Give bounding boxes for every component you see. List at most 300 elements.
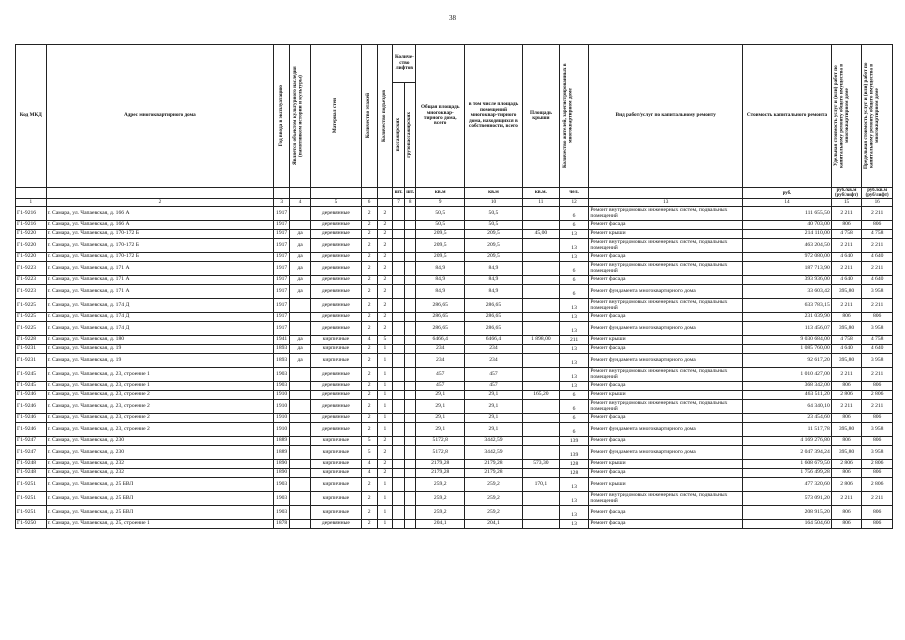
cell-address: г. Самара, ул. Чапаевская, д. 171 А [46, 262, 274, 276]
cell-year: 1917 [274, 230, 290, 239]
unit-cell [311, 188, 362, 199]
column-number: 14 [743, 199, 832, 207]
cell-unit-cost: 2 211 [831, 239, 862, 253]
cell-lifts-cargo [404, 423, 416, 437]
column-number: 1 [16, 199, 47, 207]
cell-area: 209,5 [416, 239, 464, 253]
cell-cost: 463 511,20 [743, 391, 832, 400]
cell-unit-cost: 806 [831, 520, 862, 529]
table-row [16, 437, 893, 446]
cell-year: 1893 [274, 345, 290, 354]
cell-area: 5172,8 [416, 437, 464, 446]
cell-roof [522, 423, 559, 437]
cell-floors: 5 [361, 446, 377, 460]
cell-year: 1910 [274, 414, 290, 423]
cell-floors: 2 [361, 276, 377, 285]
cell-cost: 187 713,90 [743, 262, 832, 276]
cell-roof [522, 345, 559, 354]
cell-lifts-cargo [404, 207, 416, 221]
cell-work: Ремонт крыши [589, 391, 743, 400]
cell-cost: 1 608 679,50 [743, 460, 832, 469]
cell-lifts-cargo [404, 322, 416, 336]
cell-limit-cost: 3 958 [862, 423, 893, 437]
cell-year: 1917 [274, 313, 290, 322]
header-wall: Материал стен [332, 98, 339, 134]
cell-heritage: да [290, 345, 311, 354]
cell-year: 1903 [274, 368, 290, 382]
cell-heritage: да [290, 262, 311, 276]
cell-work: Ремонт внутридомовых инженерных систем, подвальных помещений [589, 239, 743, 253]
cell-year: 1903 [274, 492, 290, 506]
cell-lifts-cargo [404, 262, 416, 276]
cell-owned: 84,9 [464, 276, 522, 285]
cell-floors: 4 [361, 336, 377, 345]
cell-address: г. Самара, ул. Чапаевская, д. 174 Д [46, 299, 274, 313]
cell-address: г. Самара, ул. Чапаевская, д. 23, строение 2 [46, 391, 274, 400]
cell-roof [522, 239, 559, 253]
cell-work: Ремонт фасада [589, 382, 743, 391]
cell-area: 50,5 [416, 221, 464, 230]
cell-roof: 165,20 [522, 391, 559, 400]
cell-entrances: 1 [377, 391, 393, 400]
cell-cost: 368 342,00 [743, 382, 832, 391]
cell-heritage [290, 478, 311, 492]
header-floors: Количество этажей [365, 93, 372, 139]
cell-unit-cost: 4 758 [831, 336, 862, 345]
column-number: 7 [393, 199, 405, 207]
cell-area: 457 [416, 382, 464, 391]
cell-address: г. Самара, ул. Чапаевская, д. 174 Д [46, 322, 274, 336]
repair-table [15, 44, 893, 529]
cell-cost: 573 091,20 [743, 492, 832, 506]
cell-unit-cost: 2 211 [831, 492, 862, 506]
cell-lifts-cargo [404, 285, 416, 299]
header-code: Код МКД [16, 45, 47, 188]
cell-wall: деревянные [311, 391, 362, 400]
cell-unit-cost: 2 211 [831, 400, 862, 414]
cell-residents: 13 [559, 322, 589, 336]
cell-area: 2179,28 [416, 469, 464, 478]
cell-wall: деревянные [311, 285, 362, 299]
cell-entrances: 2 [377, 276, 393, 285]
cell-area: 29,1 [416, 414, 464, 423]
cell-year: 1917 [274, 221, 290, 230]
cell-heritage [290, 446, 311, 460]
cell-code: Г1-9228 [16, 336, 47, 345]
cell-unit-cost: 2 806 [831, 391, 862, 400]
cell-owned: 259,2 [464, 492, 522, 506]
cell-address: г. Самара, ул. Чапаевская, д. 171 А [46, 276, 274, 285]
cell-cost: 113 456,07 [743, 322, 832, 336]
cell-area: 2179,28 [416, 460, 464, 469]
cell-limit-cost: 4 640 [862, 253, 893, 262]
cell-work: Ремонт фасада [589, 506, 743, 520]
cell-limit-cost: 806 [862, 221, 893, 230]
cell-heritage [290, 423, 311, 437]
cell-heritage: да [290, 336, 311, 345]
header-residents: Количество жителей, зарегистрированных в многоквартирном доме [562, 63, 574, 169]
cell-cost: 11 517,78 [743, 423, 832, 437]
cell-entrances: 2 [377, 207, 393, 221]
cell-work: Ремонт фундамента многоквартирного дома [589, 322, 743, 336]
cell-heritage [290, 400, 311, 414]
table-row [16, 520, 893, 529]
cell-owned: 457 [464, 382, 522, 391]
cell-wall: деревянные [311, 299, 362, 313]
cell-code: Г1-9216 [16, 221, 47, 230]
cell-cost: 1 756 499,28 [743, 469, 832, 478]
cell-owned: 29,1 [464, 400, 522, 414]
table-row [16, 322, 893, 336]
cell-code: Г1-9247 [16, 446, 47, 460]
header-unit-cost: Удельная стоимость услуг и (или) работ по капитальному ремонту общего имущества в многоквартирном доме [832, 63, 850, 169]
unit-cell [361, 188, 377, 199]
cell-unit-cost: 806 [831, 382, 862, 391]
cell-roof [522, 285, 559, 299]
cell-area: 84,9 [416, 276, 464, 285]
cell-address: г. Самара, ул. Чапаевская, д. 25, строение 1 [46, 520, 274, 529]
cell-residents: 6 [559, 276, 589, 285]
cell-area: 259,2 [416, 492, 464, 506]
unit-cell: кв.м [416, 188, 464, 199]
unit-cell: шт. [404, 188, 416, 199]
cell-code: Г1-9231 [16, 345, 47, 354]
cell-address: г. Самара, ул. Чапаевская, д. 174 Д [46, 313, 274, 322]
cell-wall: кирпичные [311, 492, 362, 506]
cell-entrances: 2 [377, 230, 393, 239]
cell-lifts-pass [393, 391, 405, 400]
cell-roof [522, 469, 559, 478]
cell-cost: 463 204,50 [743, 239, 832, 253]
cell-lifts-cargo [404, 253, 416, 262]
cell-limit-cost: 2 211 [862, 368, 893, 382]
cell-entrances: 1 [377, 354, 393, 368]
cell-cost: 2 047 394,24 [743, 446, 832, 460]
cell-work: Ремонт фасада [589, 276, 743, 285]
cell-limit-cost: 806 [862, 506, 893, 520]
cell-unit-cost: 806 [831, 506, 862, 520]
cell-lifts-pass [393, 520, 405, 529]
cell-heritage [290, 506, 311, 520]
cell-code: Г1-9248 [16, 460, 47, 469]
cell-unit-cost: 4 640 [831, 276, 862, 285]
cell-area: 50,5 [416, 207, 464, 221]
cell-year: 1910 [274, 400, 290, 414]
cell-area: 29,1 [416, 423, 464, 437]
cell-cost: 9 030 684,00 [743, 336, 832, 345]
cell-roof [522, 207, 559, 221]
cell-residents: 13 [559, 368, 589, 382]
cell-floors: 2 [361, 221, 377, 230]
cell-heritage [290, 313, 311, 322]
cell-code: Г1-9251 [16, 506, 47, 520]
cell-year: 1903 [274, 478, 290, 492]
cell-area: 204,1 [416, 520, 464, 529]
unit-cell: руб. [743, 188, 832, 199]
cell-code: Г1-9220 [16, 230, 47, 239]
cell-residents: 128 [559, 469, 589, 478]
cell-owned: 2179,28 [464, 469, 522, 478]
cell-area: 84,9 [416, 285, 464, 299]
cell-roof [522, 262, 559, 276]
cell-residents: 6 [559, 207, 589, 221]
cell-owned: 84,9 [464, 262, 522, 276]
cell-cost: 92 617,20 [743, 354, 832, 368]
cell-wall: кирпичные [311, 469, 362, 478]
cell-lifts-pass [393, 345, 405, 354]
cell-year: 1889 [274, 446, 290, 460]
cell-work: Ремонт фасада [589, 414, 743, 423]
cell-entrances: 1 [377, 506, 393, 520]
cell-residents: 13 [559, 478, 589, 492]
cell-lifts-pass [393, 400, 405, 414]
cell-code: Г1-9231 [16, 354, 47, 368]
cell-residents: 13 [559, 230, 589, 239]
cell-residents: 13 [559, 313, 589, 322]
cell-unit-cost: 2 211 [831, 368, 862, 382]
cell-unit-cost: 806 [831, 414, 862, 423]
cell-wall: деревянные [311, 221, 362, 230]
cell-residents: 6 [559, 221, 589, 230]
cell-floors: 2 [361, 253, 377, 262]
cell-address: г. Самара, ул. Чапаевская, д. 180 [46, 336, 274, 345]
cell-work: Ремонт фасада [589, 313, 743, 322]
table-row [16, 492, 893, 506]
cell-address: г. Самара, ул. Чапаевская, д. 23, строение 1 [46, 368, 274, 382]
cell-address: г. Самара, ул. Чапаевская, д. 171 А [46, 285, 274, 299]
header-area-total: Общая площадь многоквар-тирного дома, всего [416, 45, 464, 188]
cell-heritage [290, 382, 311, 391]
cell-unit-cost: 2 806 [831, 460, 862, 469]
cell-address: г. Самара, ул. Чапаевская, д. 232 [46, 469, 274, 478]
cell-cost: 633 783,15 [743, 299, 832, 313]
unit-cell [377, 188, 393, 199]
unit-cell: шт. [393, 188, 405, 199]
cell-floors: 2 [361, 262, 377, 276]
cell-lifts-pass [393, 221, 405, 230]
cell-work: Ремонт внутридомовых инженерных систем, подвальных помещений [589, 262, 743, 276]
cell-owned: 29,1 [464, 414, 522, 423]
cell-code: Г1-9251 [16, 492, 47, 506]
cell-cost: 40 703,00 [743, 221, 832, 230]
cell-year: 1910 [274, 391, 290, 400]
cell-roof [522, 221, 559, 230]
cell-lifts-pass [393, 354, 405, 368]
cell-entrances: 2 [377, 285, 393, 299]
cell-entrances: 1 [377, 520, 393, 529]
cell-entrances: 2 [377, 437, 393, 446]
cell-area: 234 [416, 354, 464, 368]
cell-cost: 4 169 276,80 [743, 437, 832, 446]
cell-heritage: да [290, 230, 311, 239]
cell-code: Г1-9251 [16, 478, 47, 492]
cell-limit-cost: 806 [862, 520, 893, 529]
cell-residents: 6 [559, 414, 589, 423]
cell-year: 1878 [274, 520, 290, 529]
cell-area: 259,2 [416, 506, 464, 520]
cell-lifts-cargo [404, 506, 416, 520]
cell-area: 457 [416, 368, 464, 382]
cell-owned: 209,5 [464, 230, 522, 239]
column-number: 12 [559, 199, 589, 207]
cell-lifts-pass [393, 478, 405, 492]
cell-code: Г1-9250 [16, 520, 47, 529]
cell-lifts-cargo [404, 230, 416, 239]
cell-owned: 50,5 [464, 207, 522, 221]
header-roof: Площадь крыши [522, 45, 559, 188]
cell-entrances: 1 [377, 400, 393, 414]
cell-lifts-cargo [404, 368, 416, 382]
cell-entrances: 2 [377, 446, 393, 460]
cell-work: Ремонт фундамента многоквартирного дома [589, 354, 743, 368]
cell-entrances: 2 [377, 221, 393, 230]
cell-floors: 2 [361, 382, 377, 391]
cell-cost: 164 504,60 [743, 520, 832, 529]
cell-year: 1917 [274, 239, 290, 253]
cell-unit-cost: 395,80 [831, 354, 862, 368]
cell-cost: 111 655,50 [743, 207, 832, 221]
cell-address: г. Самара, ул. Чапаевская, д. 232 [46, 460, 274, 469]
cell-lifts-cargo [404, 460, 416, 469]
column-number [377, 199, 393, 207]
table-row [16, 400, 893, 414]
cell-year: 1917 [274, 285, 290, 299]
cell-cost: 972 080,00 [743, 253, 832, 262]
cell-floors: 2 [361, 207, 377, 221]
cell-residents: 6 [559, 262, 589, 276]
cell-code: Г1-9248 [16, 469, 47, 478]
table-row [16, 423, 893, 437]
cell-owned: 84,9 [464, 285, 522, 299]
cell-roof [522, 437, 559, 446]
header-lifts-pass: пассажирских [394, 118, 401, 152]
table-row [16, 469, 893, 478]
cell-cost: 33 603,42 [743, 285, 832, 299]
cell-wall: деревянные [311, 368, 362, 382]
table-row [16, 313, 893, 322]
cell-work: Ремонт фасада [589, 221, 743, 230]
column-number: 16 [862, 199, 893, 207]
cell-code: Г1-9245 [16, 368, 47, 382]
cell-unit-cost: 806 [831, 221, 862, 230]
cell-unit-cost: 395,80 [831, 446, 862, 460]
cell-work: Ремонт внутридомовых инженерных систем, подвальных помещений [589, 492, 743, 506]
cell-wall: деревянные [311, 313, 362, 322]
unit-cell [16, 188, 47, 199]
cell-cost: 1 085 760,00 [743, 345, 832, 354]
cell-cost: 23 454,60 [743, 414, 832, 423]
cell-address: г. Самара, ул. Чапаевская, д. 230 [46, 446, 274, 460]
cell-work: Ремонт фундамента многоквартирного дома [589, 285, 743, 299]
cell-roof [522, 276, 559, 285]
cell-owned: 29,1 [464, 423, 522, 437]
cell-residents: 13 [559, 492, 589, 506]
cell-limit-cost: 2 211 [862, 400, 893, 414]
cell-owned: 3442,59 [464, 437, 522, 446]
cell-wall: деревянные [311, 382, 362, 391]
cell-code: Г1-9216 [16, 207, 47, 221]
cell-owned: 209,5 [464, 239, 522, 253]
cell-owned: 286,65 [464, 322, 522, 336]
cell-limit-cost: 4 640 [862, 345, 893, 354]
table-row [16, 414, 893, 423]
cell-wall: кирпичные [311, 446, 362, 460]
cell-roof [522, 313, 559, 322]
column-number: 5 [311, 199, 362, 207]
table-row [16, 368, 893, 382]
cell-limit-cost: 2 806 [862, 391, 893, 400]
cell-lifts-pass [393, 276, 405, 285]
cell-residents: 139 [559, 446, 589, 460]
cell-roof [522, 506, 559, 520]
header-address: Адрес многоквартирного дома [46, 45, 274, 188]
cell-wall: деревянные [311, 207, 362, 221]
cell-limit-cost: 2 211 [862, 492, 893, 506]
cell-year: 1893 [274, 354, 290, 368]
cell-wall: кирпичные [311, 336, 362, 345]
cell-work: Ремонт фасада [589, 469, 743, 478]
header-work: Вид работ/услуг по капитальному ремонту [589, 45, 743, 188]
table-row [16, 230, 893, 239]
unit-cell [290, 188, 311, 199]
cell-residents: 13 [559, 253, 589, 262]
cell-floors: 2 [361, 313, 377, 322]
cell-heritage [290, 391, 311, 400]
cell-limit-cost: 2 211 [862, 262, 893, 276]
cell-lifts-cargo [404, 239, 416, 253]
cell-code: Г1-9220 [16, 253, 47, 262]
cell-limit-cost: 2 211 [862, 299, 893, 313]
cell-limit-cost: 806 [862, 414, 893, 423]
cell-limit-cost: 4 640 [862, 276, 893, 285]
cell-year: 1917 [274, 253, 290, 262]
unit-cell: кв.м [464, 188, 522, 199]
cell-floors: 4 [361, 469, 377, 478]
cell-lifts-pass [393, 207, 405, 221]
cell-roof [522, 520, 559, 529]
cell-residents: 6 [559, 285, 589, 299]
cell-residents: 6 [559, 400, 589, 414]
cell-lifts-cargo [404, 492, 416, 506]
cell-work: Ремонт крыши [589, 478, 743, 492]
cell-floors: 2 [361, 230, 377, 239]
cell-area: 5172,8 [416, 446, 464, 460]
cell-heritage: да [290, 253, 311, 262]
cell-lifts-pass [393, 382, 405, 391]
cell-unit-cost: 2 211 [831, 299, 862, 313]
cell-limit-cost: 806 [862, 382, 893, 391]
cell-roof [522, 354, 559, 368]
cell-area: 286,65 [416, 313, 464, 322]
table-row [16, 262, 893, 276]
cell-residents: 128 [559, 460, 589, 469]
cell-work: Ремонт фасада [589, 253, 743, 262]
cell-residents: 13 [559, 299, 589, 313]
cell-wall: деревянные [311, 253, 362, 262]
cell-owned: 6466,4 [464, 336, 522, 345]
cell-residents: 139 [559, 437, 589, 446]
cell-work: Ремонт крыши [589, 336, 743, 345]
cell-unit-cost: 4 640 [831, 345, 862, 354]
cell-work: Ремонт внутридомовых инженерных систем, подвальных помещений [589, 207, 743, 221]
cell-address: г. Самара, ул. Чапаевская, д. 23, строение 1 [46, 382, 274, 391]
cell-floors: 2 [361, 520, 377, 529]
cell-owned: 3442,59 [464, 446, 522, 460]
cell-unit-cost: 395,80 [831, 423, 862, 437]
cell-area: 286,65 [416, 322, 464, 336]
unit-cell [46, 188, 274, 199]
header-cost: Стоимость капитального ремонта [743, 45, 832, 188]
